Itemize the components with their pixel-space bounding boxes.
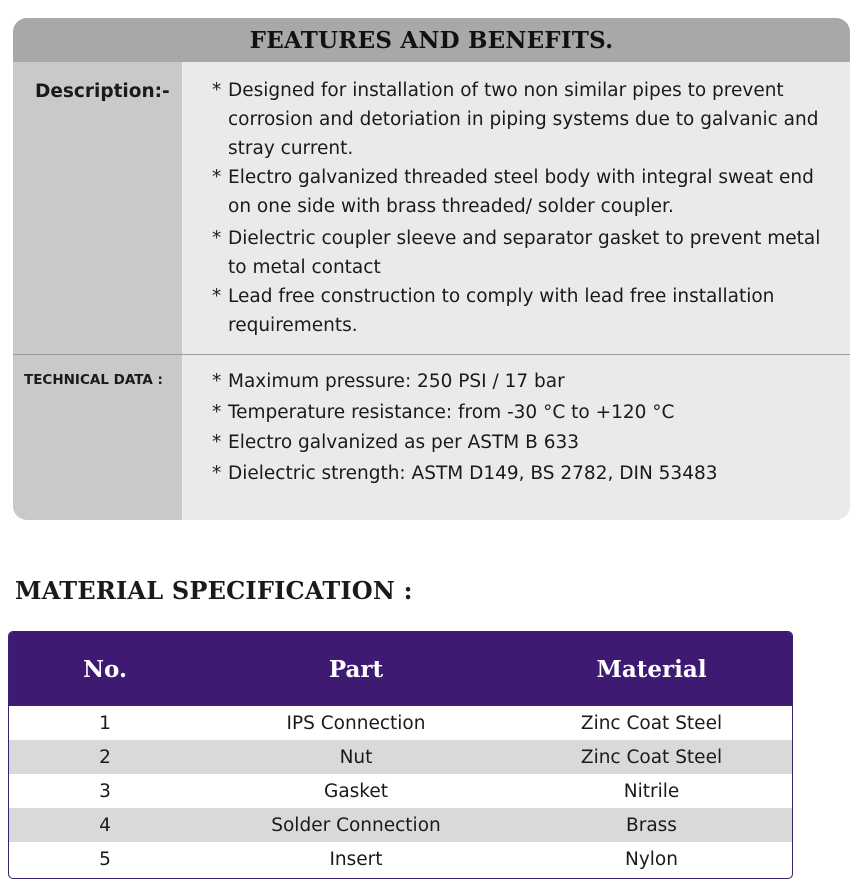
- cell-no: 4: [99, 814, 111, 836]
- material-table: [8, 631, 793, 879]
- table-row: [9, 740, 792, 774]
- material-specification-title: MATERIAL SPECIFICATION :: [15, 576, 413, 605]
- header-part: Part: [328, 655, 384, 683]
- cell-part: Gasket: [323, 780, 388, 802]
- technical-item: * Dielectric strength: ASTM D149, BS 2782, DIN 53483: [212, 459, 842, 490]
- cell-material: Nylon: [625, 848, 678, 870]
- cell-material: Brass: [626, 814, 677, 836]
- technical-item: * Maximum pressure: 250 PSI / 17 bar: [212, 367, 842, 398]
- cell-part: Insert: [329, 848, 383, 870]
- technical-item: * Electro galvanized as per ASTM B 633: [212, 428, 842, 459]
- features-panel: [13, 18, 850, 520]
- description-item: * Electro galvanized threaded steel body with integral sweat end on one side with brass threaded/ solder coupler.: [212, 163, 842, 221]
- section-divider: [13, 354, 850, 355]
- description-label: Description:-: [35, 81, 170, 102]
- cell-material: Zinc Coat Steel: [580, 712, 723, 734]
- cell-no: 3: [99, 780, 111, 802]
- cell-part: Solder Connection: [271, 814, 441, 836]
- description-item: * Designed for installation of two non similar pipes to prevent corrosion and detoriation in piping systems due to galvanic and stray current.: [212, 76, 842, 163]
- description-item: * Lead free construction to comply with lead free installation requirements.: [212, 282, 842, 340]
- header-no: No.: [83, 655, 127, 683]
- features-title: FEATURES AND BENEFITS.: [13, 18, 850, 62]
- description-list: [212, 76, 842, 340]
- technical-data-label: TECHNICAL DATA :: [24, 372, 163, 388]
- cell-part: IPS Connection: [286, 712, 426, 734]
- cell-no: 5: [99, 848, 111, 870]
- cell-material: Zinc Coat Steel: [580, 746, 723, 768]
- label-column: [13, 62, 182, 520]
- table-row: [9, 842, 792, 876]
- cell-material: Nitrile: [623, 780, 680, 802]
- cell-no: 2: [99, 746, 111, 768]
- technical-data-list: [212, 367, 842, 489]
- description-item: * Dielectric coupler sleeve and separator gasket to prevent metal to metal contact: [212, 224, 842, 282]
- technical-item: * Temperature resistance: from -30 °C to +120 °C: [212, 398, 842, 429]
- table-row: [9, 808, 792, 842]
- table-header: [9, 632, 792, 706]
- table-row: [9, 774, 792, 808]
- cell-part: Nut: [339, 746, 373, 768]
- header-material: Material: [596, 655, 707, 683]
- table-row: [9, 706, 792, 740]
- cell-no: 1: [99, 712, 111, 734]
